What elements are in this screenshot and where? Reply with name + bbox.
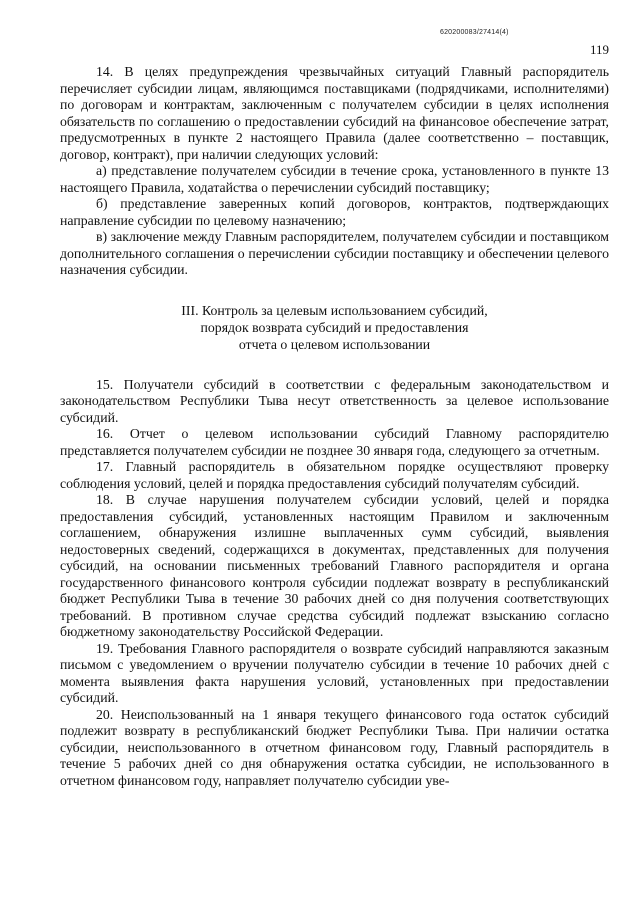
- paragraph-19: 19. Требования Главного распорядителя о возврате субсидий направляются заказным письмом с уведомлением о вручении получателю субсидии в течение 10 рабочих дней с момента выявления факта нарушения условий, установленных при предоставлении субсидий.: [60, 640, 609, 705]
- paragraph-17: 17. Главный распорядитель в обязательном порядке осуществляют проверку соблюдения условий, целей и порядка предоставления субсидий получателям субсидий.: [60, 459, 609, 491]
- paragraph-20: 20. Неиспользованный на 1 января текущего финансового года остаток субсидий подлежит возврату в республиканский бюджет Республики Тыва. При наличии остатка субсидии, неиспользованного в отчетном финансовом году, Главный распорядитель в течение 5 рабочих дней со дня обнаружения остатка субсидии, не использованного в отчетном финансовом году, направляет получателю субсидии уве-: [60, 706, 609, 788]
- paragraph-16: 16. Отчет о целевом использовании субсидий Главному распорядителю представляется получателем субсидии не позднее 30 января года, следующего за отчетным.: [60, 426, 609, 458]
- paragraph-14: 14. В целях предупреждения чрезвычайных ситуаций Главный распорядитель перечисляет субсидии лицам, являющимся поставщиками (подрядчиками, исполнителями) по договорам и контрактам, заключенным с получателем субсидии в целях исполнения обязательств по соглашению о предоставлении субсидий на финансовое обеспечение затрат, предусмотренных в пункте 2 настоящего Правила (далее соответственно – поставщик, договор, контракт), при наличии следующих условий:: [60, 64, 609, 162]
- section-heading: [60, 302, 609, 353]
- paragraph-15: 15. Получатели субсидий в соответствии с федеральным законодательством и законодательством Республики Тыва несут ответственность за целевое использование субсидий.: [60, 376, 609, 425]
- paragraph-18: 18. В случае нарушения получателем субсидии условий, целей и порядка предоставления субсидий, установленных настоящим Правилом и заключенным соглашением, обнаружения излишне выплаченных сумм субсидий, выявления недостоверных сведений, содержащихся в документах, представленных для получения субсидий, на основании письменных требований Главного распорядителя и органа государственного финансового контроля субсидии подлежат возврату в республиканский бюджет Республики Тыва в течение 30 рабочих дней со дня получения соответствующих требований. В противном случае средства субсидий подлежат взысканию согласно бюджетному законодательству Российской Федерации.: [60, 492, 609, 639]
- document-body: [60, 64, 609, 789]
- paragraph-14c: в) заключение между Главным распорядителем, получателем субсидии и поставщиком дополнительного соглашения о перечислении субсидии поставщику и обеспечении целевого назначения субсидии.: [60, 229, 609, 277]
- section-heading-line-2: порядок возврата субсидий и предоставления: [200, 319, 469, 335]
- section-heading-line-3: отчета о целевом использовании: [238, 336, 431, 352]
- page-number: 119: [590, 42, 610, 57]
- paragraph-14a: а) представление получателем субсидии в течение срока, установленного в пункте 13 настоящего Правила, ходатайства о перечислении субсидий поставщику;: [60, 163, 609, 195]
- document-code: 620200083/27414(4): [440, 29, 509, 36]
- section-heading-line-1: III. Контроль за целевым использованием субсидий,: [181, 302, 488, 318]
- paragraph-14b: б) представление заверенных копий договоров, контрактов, подтверждающих направление субсидии по целевому назначению;: [60, 196, 609, 228]
